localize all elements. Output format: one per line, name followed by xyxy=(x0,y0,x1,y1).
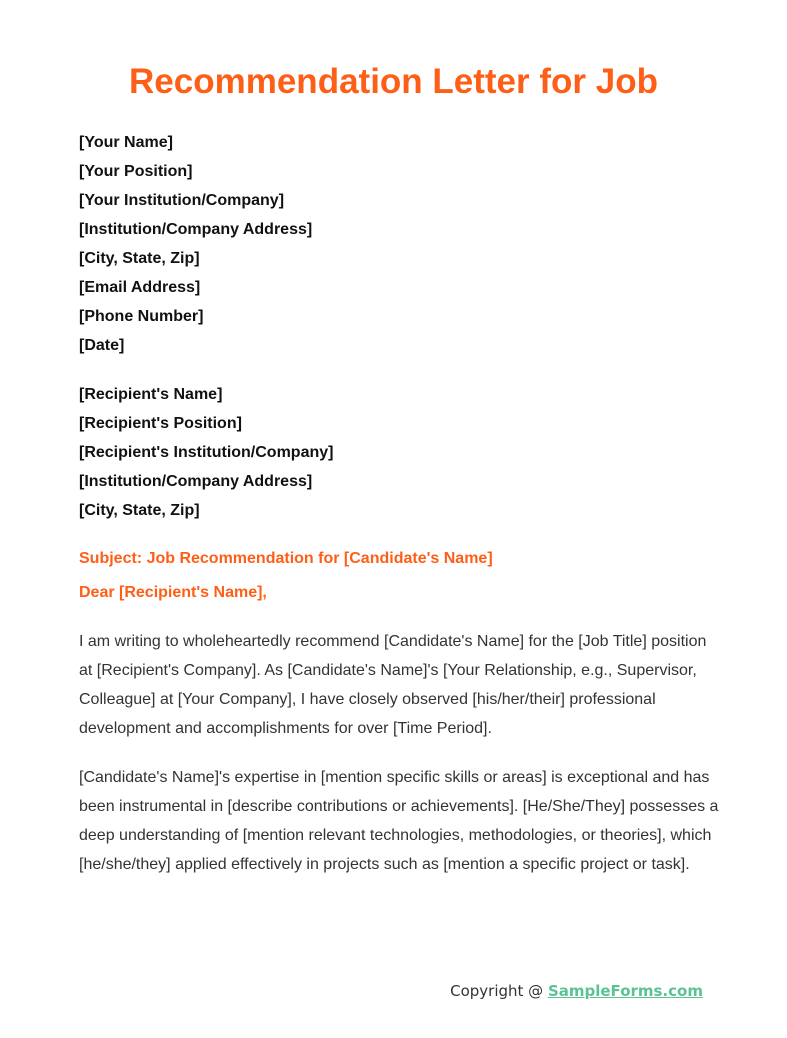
sender-line: [Your Institution/Company] xyxy=(79,192,285,209)
sender-line: [City, State, Zip] xyxy=(79,250,200,267)
recipient-block xyxy=(79,380,333,525)
greeting: Dear [Recipient's Name], xyxy=(79,584,267,601)
recipient-line: [Recipient's Name] xyxy=(79,386,223,403)
body-paragraph: [Candidate's Name]'s expertise in [mention specific skills or areas] is exceptional and has been instrumental in [describe contributions or achievements]. [He/She/They] possesses a deep understanding of [mention relevant technologies, methodologies, or theories], which [he/she/they] applied effectively in projects such as [mention a specific project or task]. xyxy=(79,769,719,873)
body-paragraph: I am writing to wholeheartedly recommend [Candidate's Name] for the [Job Title] position at [Recipient's Company]. As [Candidate's Name]'s [Your Relationship, e.g., Supervisor, Colleague] at [Your Company], I have closely observed [his/her/their] professional development and accomplishments for over [Time Period]. xyxy=(79,633,707,737)
sender-line: [Email Address] xyxy=(79,279,201,296)
recipient-line: [Institution/Company Address] xyxy=(79,473,313,490)
sender-block xyxy=(79,128,312,360)
recipient-line: [Recipient's Institution/Company] xyxy=(79,444,334,461)
recipient-line: [City, State, Zip] xyxy=(79,502,200,519)
sender-line: [Your Position] xyxy=(79,163,193,180)
recipient-line: [Recipient's Position] xyxy=(79,415,242,432)
page-title: Recommendation Letter for Job xyxy=(129,62,658,101)
sampleforms-link[interactable]: SampleForms.com xyxy=(547,982,703,1000)
footer xyxy=(450,982,703,1000)
sender-line: [Date] xyxy=(79,337,125,354)
subject-line: Subject: Job Recommendation for [Candidate's Name] xyxy=(79,550,493,567)
copyright-text: Copyright @ xyxy=(450,982,548,1000)
sender-line: [Your Name] xyxy=(79,134,173,151)
sender-line: [Institution/Company Address] xyxy=(79,221,313,238)
sender-line: [Phone Number] xyxy=(79,308,204,325)
